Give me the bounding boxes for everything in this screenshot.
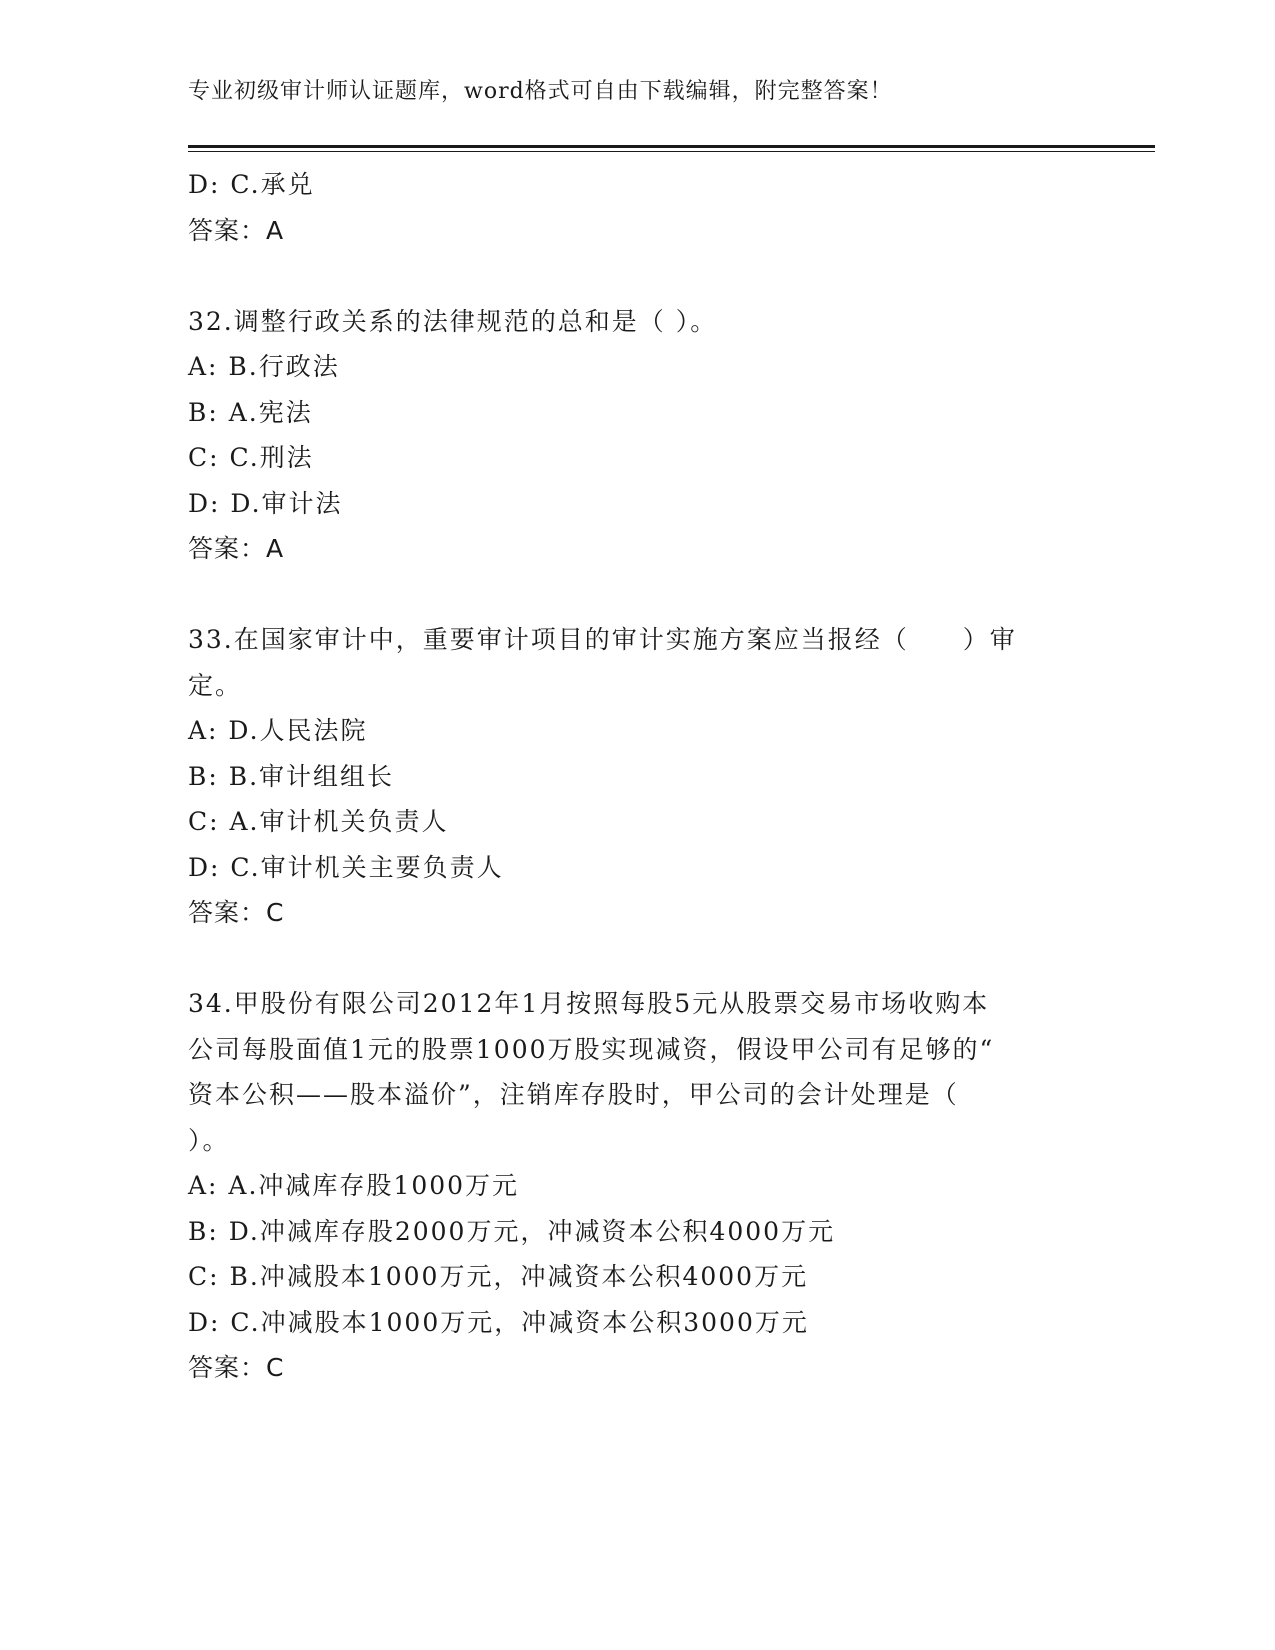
option-d: D: C.承兑 [188, 170, 315, 199]
option-a: A: A.冲减库存股1000万元 [188, 1171, 520, 1200]
page-header: 专业初级审计师认证题库，word格式可自由下载编辑，附完整答案！ [188, 79, 893, 104]
answer: 答案：C [188, 1353, 285, 1382]
question-text-line: 资本公积——股本溢价”，注销库存股时，甲公司的会计处理是（ [188, 1080, 959, 1109]
question-text-line: 公司每股面值1元的股票1000万股实现减资，假设甲公司有足够的“ [188, 1034, 995, 1064]
header-divider-thin [188, 151, 1155, 152]
question-text-line: 34.甲股份有限公司2012年1月按照每股5元从股票交易市场收购本 [188, 989, 990, 1018]
spacer [188, 936, 1088, 982]
option-d: D: D.审计法 [188, 488, 343, 518]
option-c: C: B.冲减股本1000万元，冲减资本公积4000万元 [188, 1262, 809, 1291]
option-b: B: D.冲减库存股2000万元，冲减资本公积4000万元 [188, 1216, 836, 1246]
header-divider-thick [188, 145, 1155, 148]
spacer [188, 253, 1088, 299]
question-text-line: 定。 [188, 670, 243, 700]
option-d: D: C.冲减股本1000万元，冲减资本公积3000万元 [188, 1307, 809, 1337]
option-c: C: A.审计机关负责人 [188, 807, 449, 836]
option-d: D: C.审计机关主要负责人 [188, 852, 504, 882]
question-list [188, 162, 1088, 1391]
spacer [188, 572, 1088, 618]
option-c: C: C.刑法 [188, 443, 314, 472]
question-text-line: ）。 [188, 1125, 230, 1155]
answer: 答案：A [188, 534, 285, 563]
question-text: 32.调整行政关系的法律规范的总和是（ ）。 [188, 306, 718, 336]
option-b: B: A.宪法 [188, 397, 313, 427]
question-text-line: 33.在国家审计中，重要审计项目的审计实施方案应当报经（ ）审 [188, 625, 1017, 654]
answer: 答案：A [188, 215, 285, 245]
answer: 答案：C [188, 898, 285, 927]
option-a: A: B.行政法 [188, 352, 340, 381]
option-b: B: B.审计组组长 [188, 761, 395, 791]
option-a: A: D.人民法院 [188, 716, 368, 745]
